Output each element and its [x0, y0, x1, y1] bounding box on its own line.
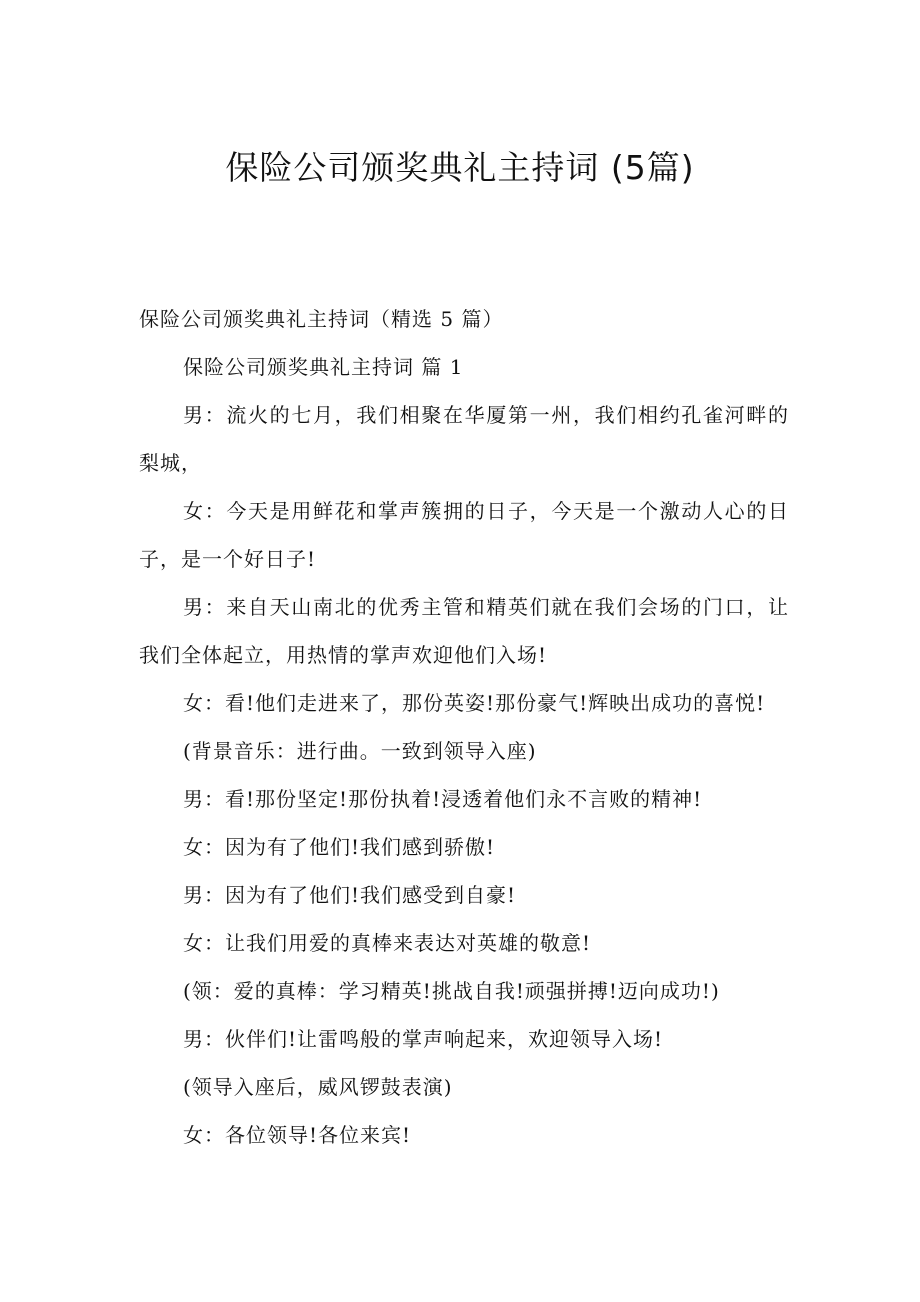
paragraph: 女：让我们用爱的真棒来表达对英雄的敬意! — [183, 931, 592, 955]
paragraph: (领：爱的真棒：学习精英!挑战自我!顽强拼搏!迈向成功!) — [183, 979, 720, 1003]
section-heading: 保险公司颁奖典礼主持词 篇 1 — [183, 355, 464, 379]
paragraph: 男：因为有了他们!我们感受到自豪! — [183, 883, 517, 907]
paragraph: (背景音乐：进行曲。一致到领导入座) — [183, 739, 537, 763]
document-subtitle: 保险公司颁奖典礼主持词（精选 5 篇） — [139, 307, 504, 331]
document-body — [139, 295, 789, 1159]
paragraph: 男：看!那份坚定!那份执着!浸透着他们永不言败的精神! — [183, 787, 703, 811]
paragraph: 女：看!他们走进来了，那份英姿!那份豪气!辉映出成功的喜悦! — [183, 691, 766, 715]
paragraph: 女：各位领导!各位来宾! — [183, 1123, 412, 1147]
document-title: 保险公司颁奖典礼主持词 (5篇) — [225, 148, 695, 187]
paragraph: 男：来自天山南北的优秀主管和精英们就在我们会场的门口，让我们全体起立，用热情的掌声欢迎他们入场! — [139, 595, 789, 667]
paragraph: 女：因为有了他们!我们感到骄傲! — [183, 835, 496, 859]
paragraph: 男：流火的七月，我们相聚在华厦第一州，我们相约孔雀河畔的梨城， — [139, 403, 789, 475]
paragraph: 男：伙伴们!让雷鸣般的掌声响起来，欢迎领导入场! — [183, 1027, 664, 1051]
paragraph: (领导入座后，威风锣鼓表演) — [183, 1075, 453, 1099]
paragraph: 女：今天是用鲜花和掌声簇拥的日子，今天是一个激动人心的日子，是一个好日子! — [139, 499, 789, 571]
